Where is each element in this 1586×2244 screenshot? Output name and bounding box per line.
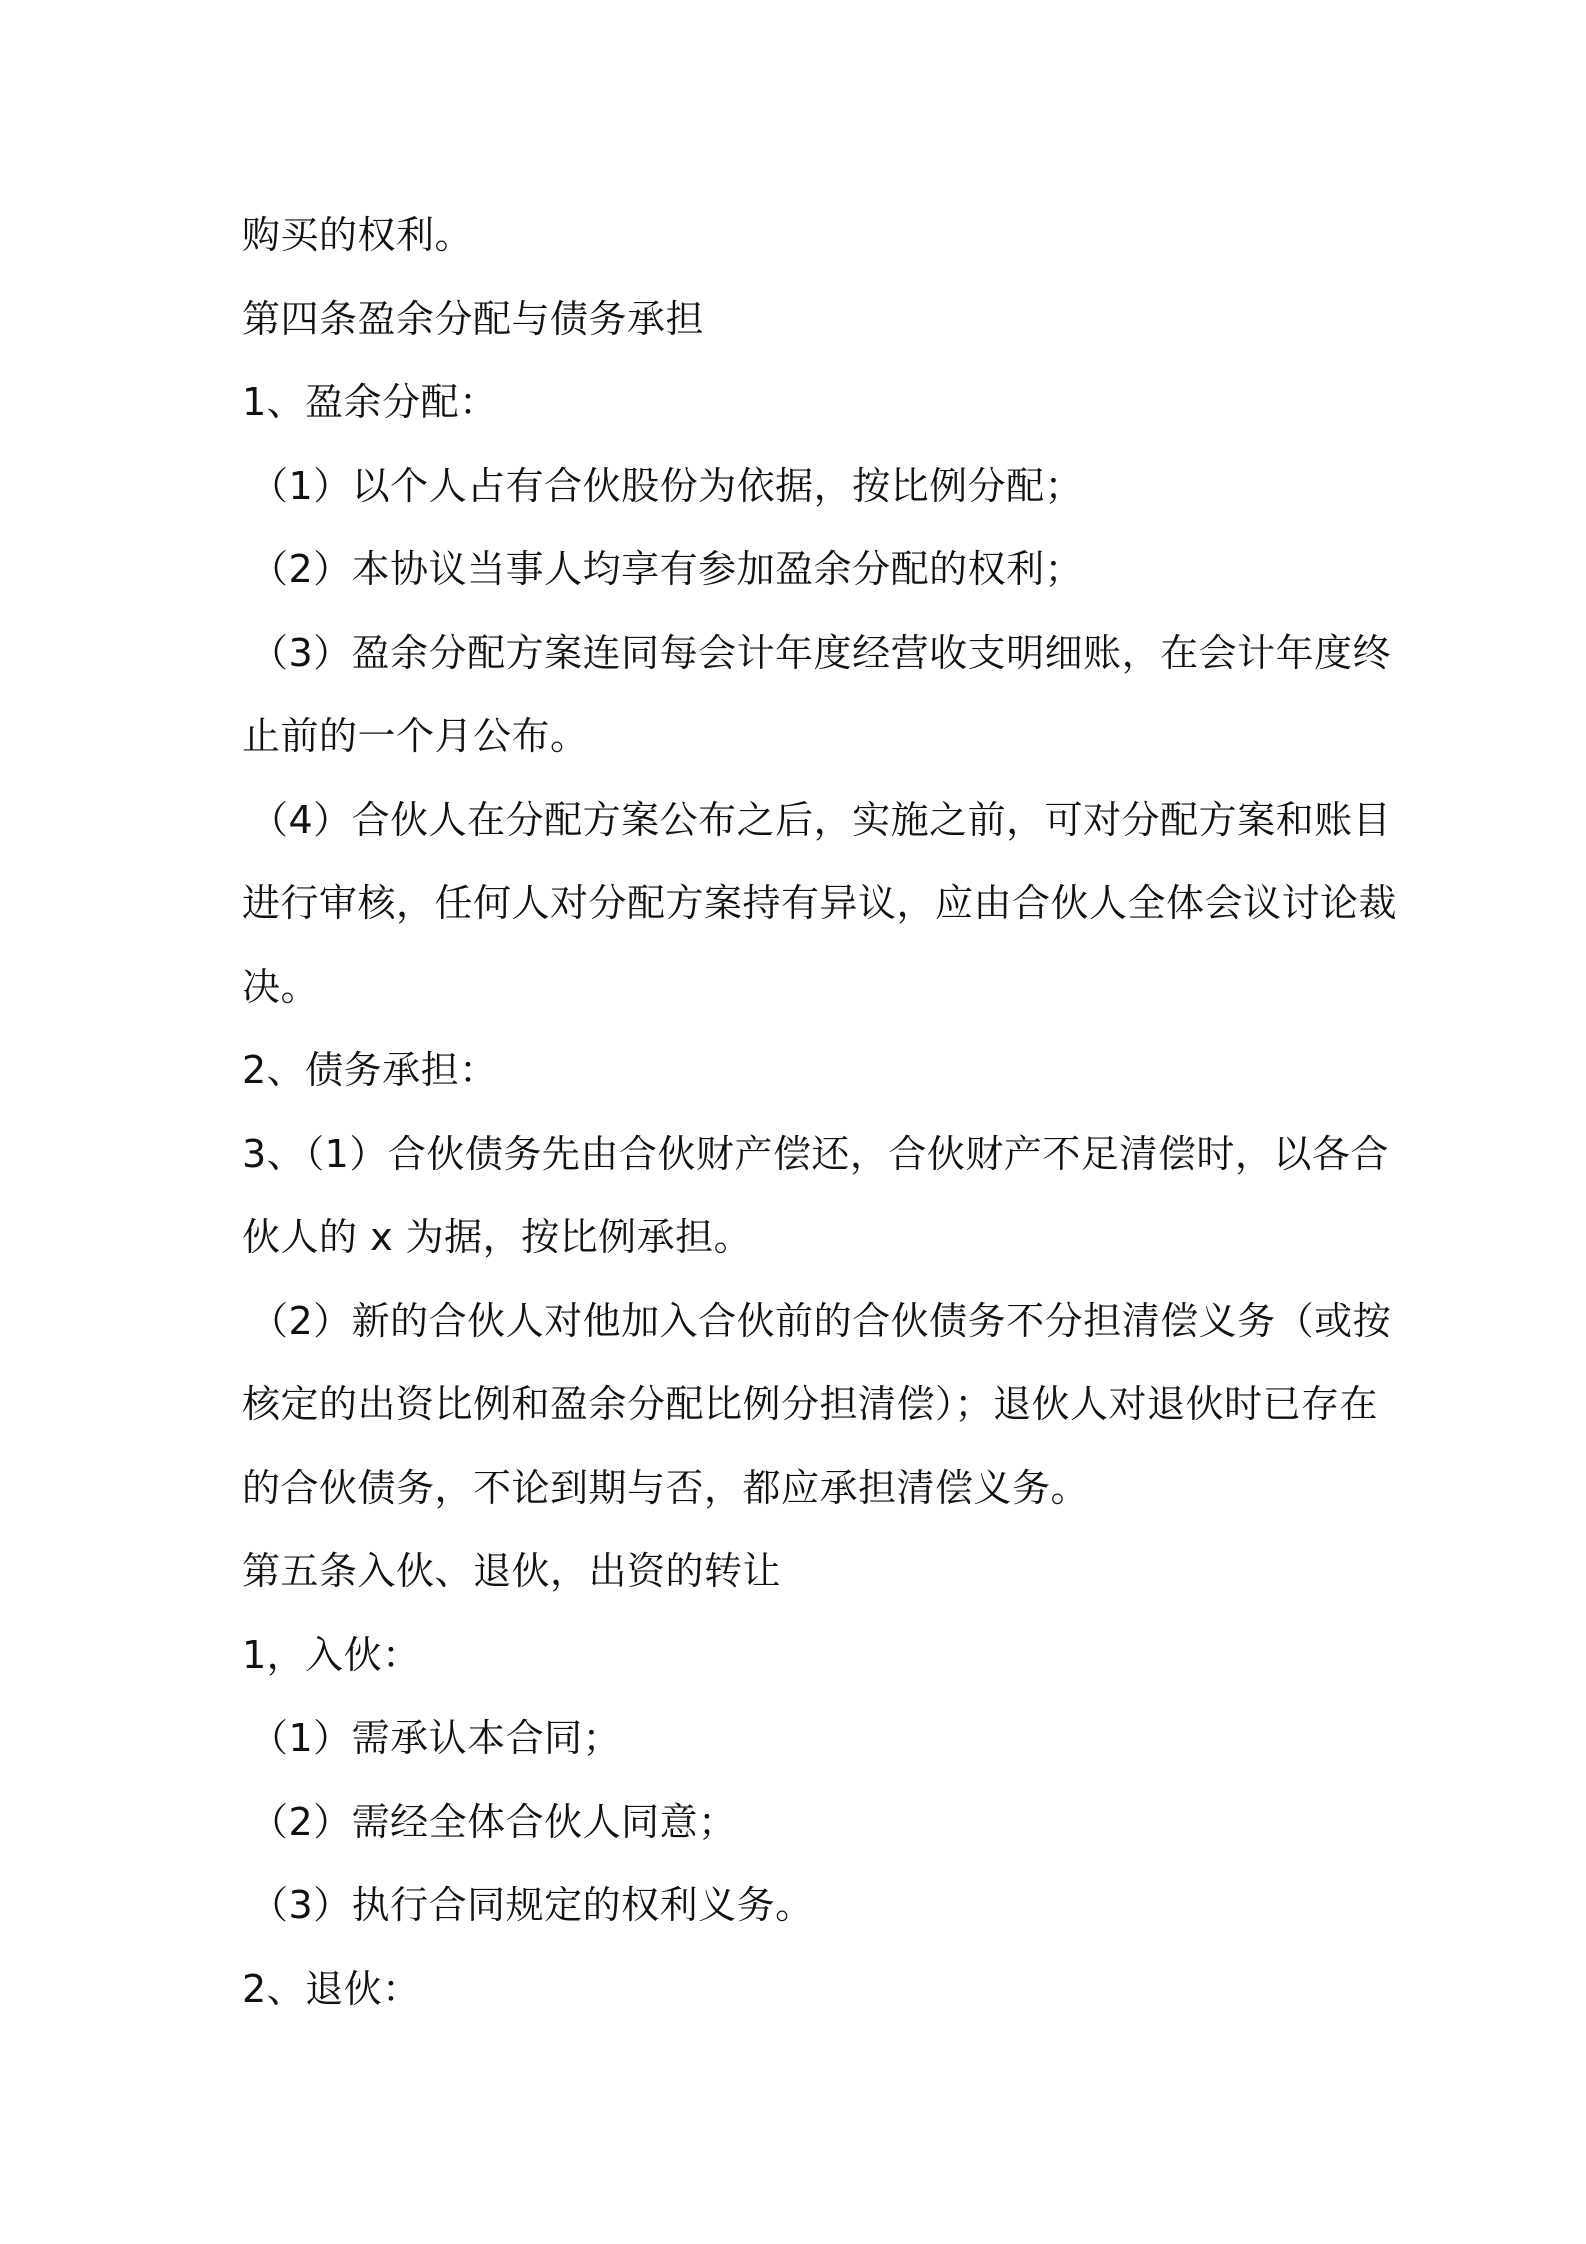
- text-line: 2、退伙：: [242, 1966, 421, 2011]
- section-heading: 第四条盈余分配与债务承担: [242, 296, 705, 341]
- list-item: （2）新的合伙人对他加入合伙前的合伙债务不分担清偿义务（或按: [250, 1298, 1392, 1343]
- text-line: 核定的出资比例和盈余分配比例分担清偿）；退伙人对退伙时已存在: [242, 1382, 1379, 1426]
- text-line: 2、债务承担：: [242, 1048, 498, 1092]
- list-item: （3）盈余分配方案连同每会计年度经营收支明细账，在会计年度终: [250, 630, 1392, 675]
- section-heading: 第五条入伙、退伙，出资的转让: [242, 1549, 782, 1593]
- text-line: 的合伙债务，不论到期与否，都应承担清偿义务。: [242, 1465, 1090, 1510]
- list-item: （3）执行合同规定的权利义务。: [250, 1883, 814, 1927]
- list-item: （1）需承认本合同；: [250, 1716, 622, 1760]
- list-item: （1）以个人占有合伙股份为依据，按比例分配；: [250, 463, 1084, 508]
- list-item: （4）合伙人在分配方案公布之后，实施之前，可对分配方案和账目: [250, 797, 1392, 842]
- text-line: 伙人的 x 为据，按比例承担。: [242, 1215, 753, 1259]
- text-line: 1，入伙：: [242, 1632, 421, 1677]
- text-line: 1、盈余分配：: [242, 380, 498, 424]
- text-line: 止前的一个月公布。: [242, 714, 589, 758]
- document-body: [242, 194, 1398, 2031]
- list-item: （2）需经全体合伙人同意；: [250, 1799, 737, 1844]
- text-line: 决。: [242, 964, 320, 1009]
- text-line: 进行审核，任何人对分配方案持有异议，应由合伙人全体会议讨论裁: [242, 881, 1398, 925]
- text-line: 购买的权利。: [242, 213, 474, 257]
- text-line: 3、（1）合伙债务先由合伙财产偿还，合伙财产不足清偿时，以各合: [242, 1131, 1389, 1176]
- list-item: （2）本协议当事人均享有参加盈余分配的权利；: [250, 547, 1084, 591]
